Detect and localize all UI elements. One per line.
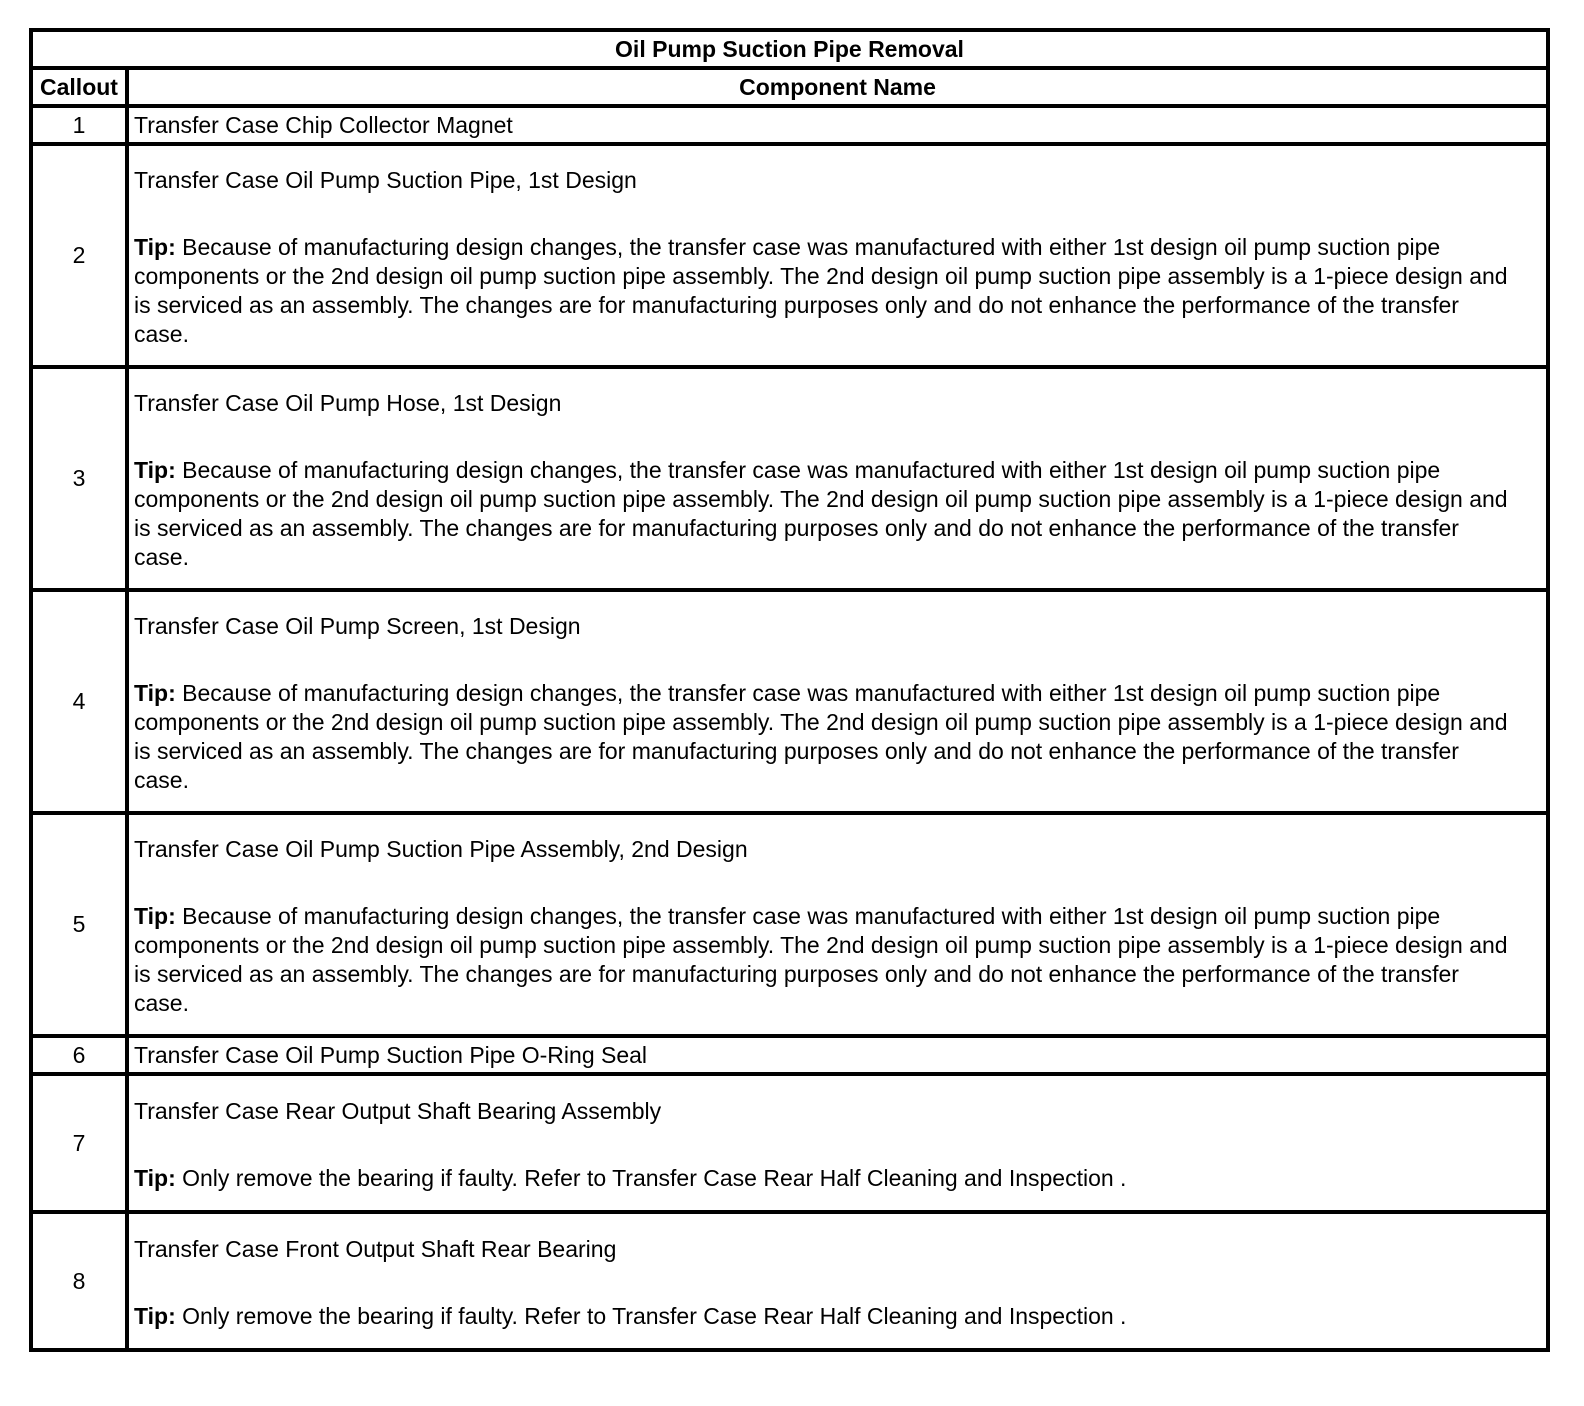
callout-number: 6 — [31, 1036, 127, 1074]
table-row — [31, 1212, 1548, 1350]
table-row — [31, 1036, 1548, 1074]
component-name-cell — [127, 813, 1548, 1036]
tip-text — [134, 456, 1512, 572]
table-row — [31, 590, 1548, 813]
component-name: Transfer Case Oil Pump Hose, 1st Design — [134, 389, 562, 416]
table-row — [31, 106, 1548, 144]
tip-text — [134, 679, 1512, 795]
component-name: Transfer Case Oil Pump Suction Pipe O-Ring Seal — [134, 1041, 648, 1068]
component-name: Transfer Case Front Output Shaft Rear Bearing — [134, 1235, 617, 1262]
tip-body: Because of manufacturing design changes, the transfer case was manufactured with either 1st design oil pump suction pipe components or the 2nd design oil pump suction pipe assembly. The 2nd design oil pump suction pipe assembly is a 1-piece design and is serviced as an assembly. The changes are for manufacturing purposes only and do not enhance the performance of the transfer case. — [134, 233, 1508, 347]
tip-body: Because of manufacturing design changes, the transfer case was manufactured with either 1st design oil pump suction pipe components or the 2nd design oil pump suction pipe assembly. The 2nd design oil pump suction pipe assembly is a 1-piece design and is serviced as an assembly. The changes are for manufacturing purposes only and do not enhance the performance of the transfer case. — [134, 679, 1508, 793]
component-name: Transfer Case Rear Output Shaft Bearing Assembly — [134, 1097, 662, 1124]
tip-text — [134, 1302, 1512, 1331]
component-name-header: Component Name — [127, 68, 1548, 106]
table-title: Oil Pump Suction Pipe Removal — [31, 30, 1548, 68]
table-row — [31, 367, 1548, 590]
callout-header: Callout — [31, 68, 127, 106]
tip-label: Tip: — [134, 902, 176, 929]
component-name: Transfer Case Chip Collector Magnet — [134, 111, 513, 138]
tip-body: Only remove the bearing if faulty. Refer to Transfer Case Rear Half Cleaning and Inspection . — [182, 1302, 1127, 1329]
table-row — [31, 813, 1548, 1036]
table-row — [31, 144, 1548, 367]
component-name-cell — [127, 590, 1548, 813]
component-name-cell — [127, 144, 1548, 367]
callout-number: 8 — [31, 1212, 127, 1350]
callout-number: 2 — [31, 144, 127, 367]
component-name-cell — [127, 1036, 1548, 1074]
component-name-cell — [127, 106, 1548, 144]
callout-number: 1 — [31, 106, 127, 144]
tip-body: Because of manufacturing design changes, the transfer case was manufactured with either 1st design oil pump suction pipe components or the 2nd design oil pump suction pipe assembly. The 2nd design oil pump suction pipe assembly is a 1-piece design and is serviced as an assembly. The changes are for manufacturing purposes only and do not enhance the performance of the transfer case. — [134, 456, 1508, 570]
header-row — [31, 68, 1548, 106]
tip-text — [134, 1164, 1512, 1193]
tip-label: Tip: — [134, 456, 176, 483]
callout-number: 7 — [31, 1074, 127, 1212]
component-name: Transfer Case Oil Pump Suction Pipe, 1st Design — [134, 166, 637, 193]
tip-text — [134, 233, 1512, 349]
tip-label: Tip: — [134, 679, 176, 706]
title-row — [31, 30, 1548, 68]
tip-label: Tip: — [134, 233, 176, 260]
tip-body: Because of manufacturing design changes, the transfer case was manufactured with either 1st design oil pump suction pipe components or the 2nd design oil pump suction pipe assembly. The 2nd design oil pump suction pipe assembly is a 1-piece design and is serviced as an assembly. The changes are for manufacturing purposes only and do not enhance the performance of the transfer case. — [134, 902, 1508, 1016]
tip-text — [134, 902, 1512, 1018]
callout-number: 4 — [31, 590, 127, 813]
component-name: Transfer Case Oil Pump Screen, 1st Design — [134, 612, 581, 639]
tip-body: Only remove the bearing if faulty. Refer to Transfer Case Rear Half Cleaning and Inspection . — [182, 1164, 1127, 1191]
callout-number: 5 — [31, 813, 127, 1036]
tip-label: Tip: — [134, 1302, 176, 1329]
component-name-cell — [127, 1074, 1548, 1212]
callout-number: 3 — [31, 367, 127, 590]
tip-label: Tip: — [134, 1164, 176, 1191]
component-table — [29, 28, 1550, 1352]
component-name-cell — [127, 367, 1548, 590]
component-name: Transfer Case Oil Pump Suction Pipe Assembly, 2nd Design — [134, 835, 748, 862]
component-name-cell — [127, 1212, 1548, 1350]
table-row — [31, 1074, 1548, 1212]
